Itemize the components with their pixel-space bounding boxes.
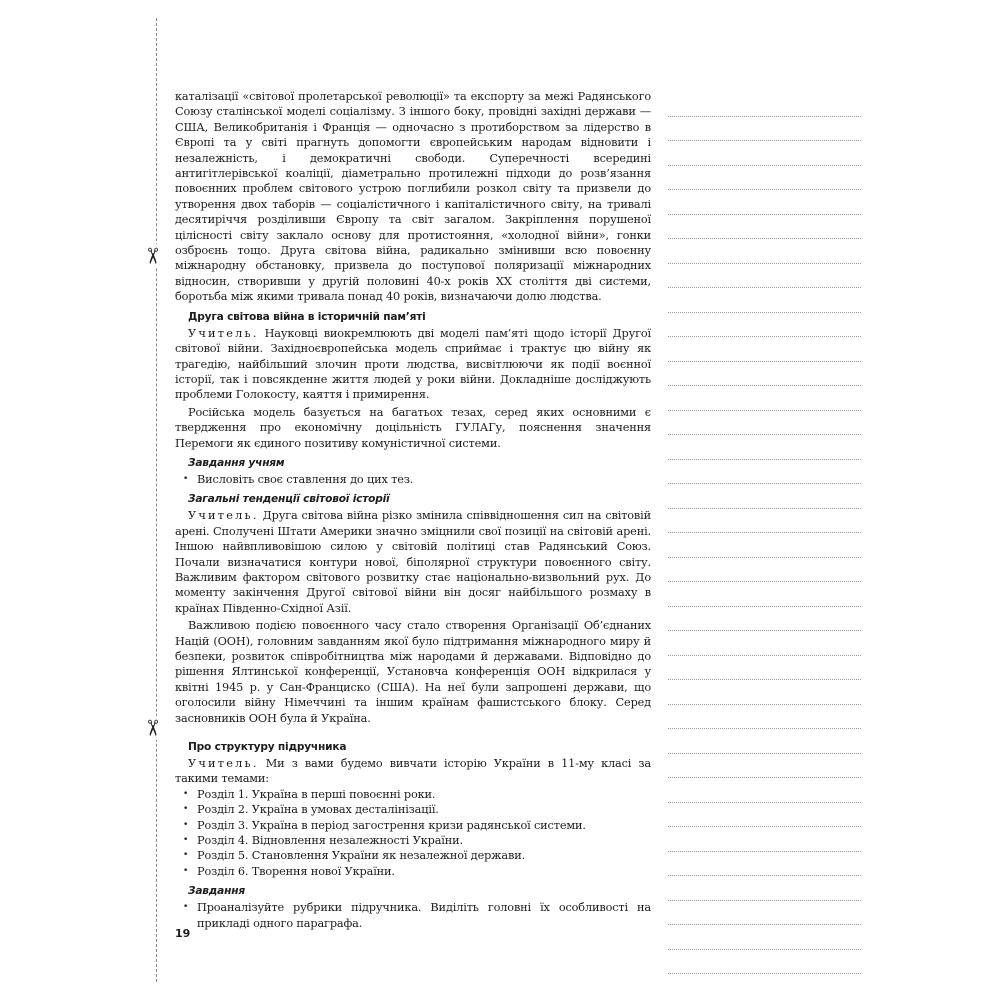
bullet-icon: •: [183, 850, 189, 861]
task-list: [175, 900, 651, 931]
note-line: [668, 729, 861, 754]
note-line: [668, 852, 861, 877]
bullet-icon: •: [183, 473, 189, 484]
paragraph: Важливою подією повоєнного часу стало створення Організації Об’єднаних Націй (ООН), головним завданням якої було підтримання міжнародного миру й безпеки, розвиток співробітництва між народами й державами. Відповідно до рішення Ялтинської конференції, Установча конференція ООН відкрилася у квітні 1945 р. у Сан-Франциско (США). На неї були запрошені держави, що оголосили війну Німеччині та іншим країнам фашистського блоку. Серед засновників ООН була й Україна.: [175, 619, 651, 725]
note-line: [668, 190, 861, 215]
note-line: [668, 313, 861, 338]
note-line: [668, 239, 861, 264]
speaker-label: Учитель.: [188, 509, 259, 523]
note-line: [668, 827, 861, 852]
note-line: [668, 901, 861, 926]
page-number: 19: [175, 927, 191, 940]
note-line: [668, 607, 861, 632]
task-heading: Завдання: [188, 885, 245, 898]
list-item: • Розділ 3. Україна в період загострення кризи радянської системи.: [183, 818, 586, 832]
note-line: [668, 582, 861, 607]
list-item: • Розділ 2. Україна в умовах десталінізації.: [183, 803, 439, 817]
intro-paragraph: каталізації «світової пролетарської революції» та експорту за межі Радянського Союзу сталінської моделі соціалізму. З іншого боку, провідні західні держави — США, Великобританія і Франція — одночасно з протиборством за лідерство в Європі та у світі прагнуть допомогти європейським народам відновити і незалежність, і демократичні свободи. Суперечності всередині антигітлерівської коаліції, діаметрально протилежні підходи до розв’язання повоєнних проблем світового устрою поглибили розкол світу та призвели до утворення двох таборів — соціалістичного і капіталістичного світу, на тривалі десятиріччя розділивши Європу та світ загалом. Закріплення порушеної цілісності світу заклало основу для протистояння, «холодної війни», гонки озброєнь тощо. Друга світова війна, радикально змінивши всю повоєнну міжнародну обстановку, призвела до поступової поляризації міжнародних відносин, створивши у другій половині 40-х років XX століття дві системи, боротьба між якими тривала понад 40 років, визначаючи долю людства.: [175, 90, 651, 304]
note-line: [668, 288, 861, 313]
paragraph: Російська модель базується на багатьох тезах, серед яких основними є твердження про економічну доцільність ГУЛАГу, пояснення значення Перемоги як єдиного позитиву комуністичної системи.: [175, 405, 651, 450]
note-line: [668, 778, 861, 803]
scissors-icon: ✂: [139, 244, 163, 268]
note-line: [668, 533, 861, 558]
note-line: [668, 460, 861, 485]
note-line: [668, 705, 861, 730]
note-line: [668, 631, 861, 656]
section-heading: Загальні тенденції світової історії: [188, 493, 390, 506]
text-column: [175, 89, 651, 931]
note-line: [668, 558, 861, 583]
bullet-icon: •: [183, 865, 189, 876]
bullet-icon: •: [183, 788, 189, 799]
notes-lines: [668, 92, 861, 974]
note-line: [668, 925, 861, 950]
note-line: [668, 362, 861, 387]
note-line: [668, 411, 861, 436]
note-line: [668, 754, 861, 779]
topics-list: [175, 787, 651, 879]
list-item: • Проаналізуйте рубрики підручника. Виділіть головні їх особливості на прикладі одного параграфа.: [183, 901, 651, 930]
speaker-label: Учитель.: [188, 326, 259, 340]
bullet-icon: •: [183, 804, 189, 815]
scissors-icon: ✂: [139, 716, 163, 740]
list-item: • Розділ 4. Відновлення незалежності України.: [183, 834, 463, 848]
speaker-label: Учитель.: [188, 757, 259, 771]
note-line: [668, 264, 861, 289]
note-line: [668, 680, 861, 705]
bullet-icon: •: [183, 819, 189, 830]
note-line: [668, 386, 861, 411]
paragraph: Учитель. Ми з вами будемо вивчати історію України в 11-му класі за такими темами:: [175, 757, 651, 786]
note-line: [668, 141, 861, 166]
paragraph: Учитель. Друга світова війна різко змінила співвідношення сил на світовій арені. Сполучені Штати Америки значно зміцнили свої позиції на світовій арені. Іншою найвпливовішою силою у світовій політиці став Радянський Союз. Почали визначатися контури нової, біполярної структури повоєнного світу. Важливим фактором світового розвитку стає національно-визвольний рух. До моменту закінчення Другої світової війни він досяг найбільшого розмаху в країнах Південно-Східної Азії.: [175, 509, 651, 615]
paragraph: Учитель. Науковці виокремлюють дві моделі пам’яті щодо історії Другої світової війни. Західноєвропейська модель сприймає і трактує цю війну як трагедію, найбільший злочин проти людства, висвітлюючи як події воєнної історії, так і повсякденне життя людей у роки війни. Докладніше досліджують проблеми Голокосту, каяття і примирення.: [175, 326, 651, 402]
note-line: [668, 509, 861, 534]
note-line: [668, 435, 861, 460]
note-line: [668, 484, 861, 509]
list-item: • Розділ 1. Україна в перші повоєнні роки.: [183, 787, 436, 801]
note-line: [668, 803, 861, 828]
list-item: • Висловіть своє ставлення до цих тез.: [183, 472, 414, 486]
note-line: [668, 656, 861, 681]
list-item: • Розділ 5. Становлення України як незалежної держави.: [183, 849, 526, 863]
list-item: • Розділ 6. Творення нової України.: [183, 864, 395, 878]
task-list: [175, 472, 651, 487]
note-line: [668, 166, 861, 191]
note-line: [668, 117, 861, 142]
task-heading: Завдання учням: [188, 456, 285, 469]
note-line: [668, 876, 861, 901]
note-line: [668, 950, 861, 975]
cut-line: [156, 18, 157, 982]
section-heading: Про структуру підручника: [188, 741, 347, 754]
bullet-icon: •: [183, 902, 189, 913]
bullet-icon: •: [183, 835, 189, 846]
note-line: [668, 92, 861, 117]
note-line: [668, 215, 861, 240]
note-line: [668, 337, 861, 362]
section-heading: Друга світова війна в історичній пам’яті: [188, 310, 426, 323]
